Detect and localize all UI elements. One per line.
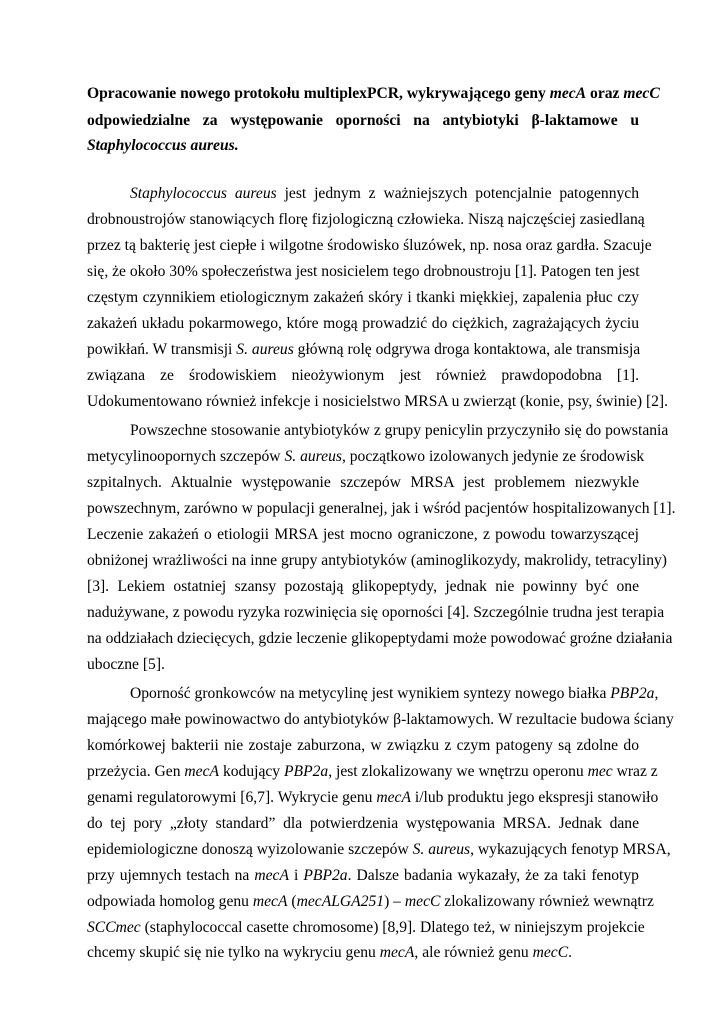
text-run: S. aureus [284, 448, 342, 465]
paragraph-line [87, 893, 654, 911]
paragraph-line [87, 315, 639, 333]
text-run: Leczenie zakażeń o etiologii MRSA jest mocno ograniczone, z powodu towarzyszącej [87, 526, 639, 543]
paragraph-line [87, 263, 639, 281]
text-run: PBP2a [303, 867, 348, 884]
text-run: , wykazujących fenotyp MRSA, [470, 841, 671, 858]
text-run: odpowiada homolog genu [87, 893, 253, 910]
text-run: szpitalnych. Aktualnie występowanie szczepów MRSA jest problemem niezwykle [87, 474, 639, 491]
text-run: i/lub produktu jego ekspresji stanowiło [410, 789, 659, 806]
text-run: powikłań. W transmisji [87, 341, 237, 358]
text-run: , początkowo izolowanych jedynie ze środowisk [341, 448, 645, 465]
paragraph-line [87, 815, 639, 833]
text-run: PBP2a [284, 763, 329, 780]
paragraph-line [87, 289, 639, 307]
paragraph-line [87, 919, 645, 937]
paragraph-line [87, 604, 665, 622]
text-run: zakażeń układu pokarmowego, które mogą prowadzić do ciężkich, zagrażających życiu [87, 315, 639, 332]
text-run: związana ze środowiskiem nieożywionym jest również prawdopodobna [1]. [87, 367, 639, 384]
text-run: Staphylococcus aureus. [87, 137, 239, 154]
text-run: mecALGA251 [296, 893, 385, 910]
paragraph-line [87, 944, 639, 962]
text-run: mecA [379, 944, 415, 961]
text-run: SCCmec [87, 919, 141, 936]
text-run: Staphylococcus aureus [130, 185, 277, 202]
text-run: S. aureus [236, 341, 294, 358]
text-run: mecA [376, 789, 411, 806]
paragraph-line [130, 185, 639, 203]
paragraph-line [87, 630, 673, 648]
text-run: . Dalsze badania wykazały, że za taki fenotyp [347, 867, 639, 884]
text-run: nadużywane, z powodu ryzyka rozwinięcia się oporności [4]. Szczególnie trudna jest terapia [87, 604, 665, 621]
text-run: przy ujemnych testach na [87, 867, 255, 884]
text-run: mecA [184, 763, 220, 780]
paragraph-line [87, 867, 639, 885]
paragraph-line [87, 367, 639, 385]
paragraph-line [87, 789, 659, 807]
text-run: mecA [254, 867, 289, 884]
paragraph-line [87, 341, 639, 359]
text-run: epidemiologiczne donoszą wyizolowanie szczepów [87, 841, 413, 858]
text-run: S. aureus [412, 841, 471, 858]
text-run: się, że około 30% społeczeństwa jest nosicielem tego drobnoustroju [1]. Patogen ten jest [87, 263, 640, 280]
text-run: Powszechne stosowanie antybiotyków z grupy penicylin przyczyniło się do powstania [130, 422, 669, 439]
text-run: ( [287, 893, 297, 910]
text-run: na oddziałach dziecięcych, gdzie leczenie glikopeptydami może powodować groźne działania [87, 630, 673, 647]
text-run: Opracowanie nowego protokołu multiplexPCR, wykrywającego geny [87, 85, 550, 102]
text-run: mecA [252, 893, 288, 910]
paragraph-line [130, 422, 669, 440]
paragraph-line [87, 841, 671, 859]
text-run: mecC [404, 893, 441, 910]
text-run: powszechnym, zarówno w populacji generalnej, jak i wśród pacjentów hospitalizowanych [1]. [87, 500, 676, 517]
text-run: jest jednym z ważniejszych potencjalnie patogennych [276, 185, 640, 202]
text-run: Oporność gronkowców na metycylinę jest wynikiem syntezy nowego białka [130, 685, 611, 702]
text-run: odpowiedzialne za występowanie oporności na antybiotyki β-laktamowe u [87, 112, 639, 129]
paragraph-line [130, 685, 659, 703]
text-run: drobnoustrojów stanowiących florę fizjologiczną człowieka. Niszą najczęściej zasiedlaną [87, 211, 645, 228]
paragraph-line [87, 737, 639, 755]
text-run: komórkowej bakterii nie zostaje zaburzona, w związku z czym patogeny są zdolne do [87, 737, 639, 754]
text-run: uboczne [5]. [87, 656, 165, 673]
text-run: główną rolę odgrywa droga kontaktowa, ale transmisja [293, 341, 641, 358]
text-run: obniżonej wrażliwości na inne grupy antybiotyków (aminoglikozydy, makrolidy, tetracyliny) [87, 552, 667, 569]
text-run: mającego małe powinowactwo do antybiotyków β-laktamowych. W rezultacie budowa ściany [87, 711, 674, 728]
paragraph-line [87, 211, 645, 229]
paragraph-line [87, 763, 658, 781]
text-run: do tej pory „złoty standard” dla potwierdzenia występowania MRSA. Jednak dane [87, 815, 639, 832]
text-run: Udokumentowano również infekcje i nosicielstwo MRSA u zwierząt (konie, psy, świnie) [2]. [87, 393, 669, 410]
text-run: metycylinoopornych szczepów [87, 448, 285, 465]
text-run: PBP2a [610, 685, 655, 702]
text-run: [3]. Lekiem ostatniej szansy pozostają glikopeptydy, jednak nie powinny być one [87, 578, 639, 595]
text-run: . [568, 944, 573, 961]
paragraph-line [87, 393, 669, 411]
paragraph-line [87, 526, 639, 544]
text-run: genami regulatorowymi [6,7]. Wykrycie genu [87, 789, 377, 806]
text-run: ) – [384, 893, 405, 910]
text-run: , jest zlokalizowany we wnętrzu operonu [328, 763, 588, 780]
text-run: wraz z [612, 763, 658, 780]
paragraph-line [87, 552, 667, 570]
title-line [87, 137, 639, 155]
text-run: (staphylococcal casette chromosome) [8,9]. Dlatego też, w niniejszym projekcie [140, 919, 645, 936]
paragraph-line [87, 474, 639, 492]
text-run: przez tą bakterię jest ciepłe i wilgotne środowisko śluzówek, np. nosa oraz gardła. Szacuje [87, 237, 652, 254]
text-run: , ale również genu [414, 944, 533, 961]
text-run: mec [587, 763, 613, 780]
paragraph-line [87, 711, 674, 729]
text-run: mecA [549, 85, 587, 102]
text-run: i [289, 867, 304, 884]
paragraph-line [87, 448, 645, 466]
text-run: chcemy skupić się nie tylko na wykryciu genu [87, 944, 380, 961]
title-line [87, 85, 660, 103]
text-run: kodujący [219, 763, 285, 780]
text-run: zlokalizowany również wewnątrz [440, 893, 654, 910]
text-run: mecC [532, 944, 569, 961]
text-run: mecC [623, 85, 660, 102]
text-run: oraz [586, 85, 624, 102]
title-line [87, 112, 639, 130]
text-run: , [654, 685, 659, 702]
paragraph-line [87, 237, 652, 255]
paragraph-line [87, 500, 676, 518]
paragraph-line [87, 578, 639, 596]
paragraph-line [87, 656, 639, 674]
text-run: częstym czynnikiem etiologicznym zakażeń skóry i tkanki miękkiej, zapalenia płuc czy [87, 289, 639, 306]
text-run: przeżycia. Gen [87, 763, 185, 780]
